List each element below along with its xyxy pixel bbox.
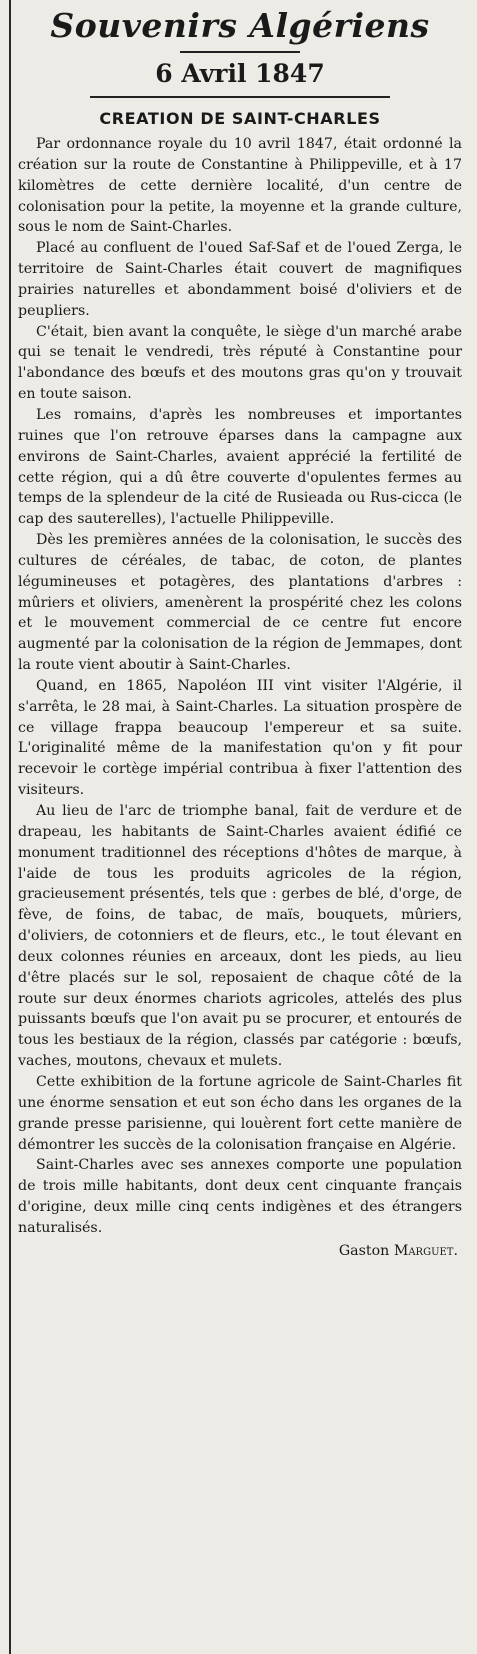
article-date: 6 Avril 1847 <box>155 59 325 88</box>
paragraph: Au lieu de l'arc de triomphe banal, fait de verdure et de drapeau, les habitants de Saint-Charles avaient édifié ce monument traditionnel des réceptions d'hôtes de marque, à l'aide de tous les produits agricoles de la région, gracieusement présentés, tels que : gerbes de blé, d'orge, de fève, de foins, de tabac, de maïs, bouquets, mûriers, d'oliviers, de cotonniers et de fleurs, etc., le tout élevant en deux colonnes réunies en arceaux, dont les pieds, au lieu d'être placés sur le sol, reposaient de chaque côté de la route sur deux énormes chariots agricoles, attelés des plus puissants bœufs que l'on avait pu se procurer, et entourés de tous les bestiaux de la région, classés par catégorie : bœufs, vaches, moutons, chevaux et mulets. <box>18 803 462 1070</box>
paragraph: Par ordonnance royale du 10 avril 1847, était ordonné la création sur la route de Constantine à Philippeville, et à 17 kilomètres de cette dernière localité, d'un centre de colonisation pour la petite, la moyenne et la grande culture, sous le nom de Saint-Charles. <box>18 136 462 236</box>
article-body <box>18 134 462 1239</box>
paragraph: Les romains, d'après les nombreuses et importantes ruines que l'on retrouve éparses dans la campagne aux environs de Saint-Charles, avaient apprécié la fertilité de cette région, qui a dû être couverte d'opulentes fermes au temps de la splendeur de la cité de Rusieada ou Rus-cicca (le cap des sauterelles), l'actuelle Philippeville. <box>18 406 462 528</box>
masthead-divider <box>180 51 300 53</box>
paragraph: Cette exhibition de la fortune agricole de Saint-Charles fit une énorme sensation et eut son écho dans les organes de la grande presse parisienne, qui louèrent fort cette manière de démontrer les succès de la colonisation française en Algérie. <box>18 1073 462 1153</box>
paragraph: C'était, bien avant la conquête, le siège d'un marché arabe qui se tenait le vendredi, très réputé à Constantine pour l'abondance des bœufs et des moutons gras qu'on y trouvait en toute saison. <box>18 323 462 403</box>
author-first-name: Gaston <box>338 1242 390 1259</box>
author-signature <box>18 1241 462 1262</box>
paragraph: Quand, en 1865, Napoléon III vint visiter l'Algérie, il s'arrêta, le 28 mai, à Saint-Charles. La situation prospère de ce village frappa beaucoup l'empereur et sa suite. L'originalité même de la manifestation qu'on y fit pour recevoir le cortège impérial contribua à fixer l'attention des visiteurs. <box>18 677 462 799</box>
paragraph: Placé au confluent de l'oued Saf-Saf et de l'oued Zerga, le territoire de Saint-Charles était couvert de magnifiques prairies naturelles et abondamment boisé d'oliviers et de peupliers. <box>18 240 462 319</box>
date-divider <box>90 96 390 98</box>
column-rule <box>9 0 11 1654</box>
paragraph: Saint-Charles avec ses annexes comporte une population de trois mille habitants, dont deux cent cinquante français d'origine, deux mille cinq cents indigènes et des étrangers naturalisés. <box>18 1157 462 1236</box>
author-last-name: Marguet. <box>393 1242 458 1259</box>
masthead-title: Souvenirs Algériens <box>50 6 430 45</box>
paragraph: Dès les premières années de la colonisation, le succès des cultures de céréales, de tabac, de coton, de plantes légumineuses et potagères, des plantations d'arbres : mûriers et oliviers, amenèrent la prospérité chez les colons et le mouvement commercial de ce centre fut encore augmenté par la colonisation de la région de Jemmapes, dont la route vient aboutir à Saint-Charles. <box>18 532 462 674</box>
article <box>18 4 462 1262</box>
article-headline: CREATION DE SAINT-CHARLES <box>99 109 381 128</box>
